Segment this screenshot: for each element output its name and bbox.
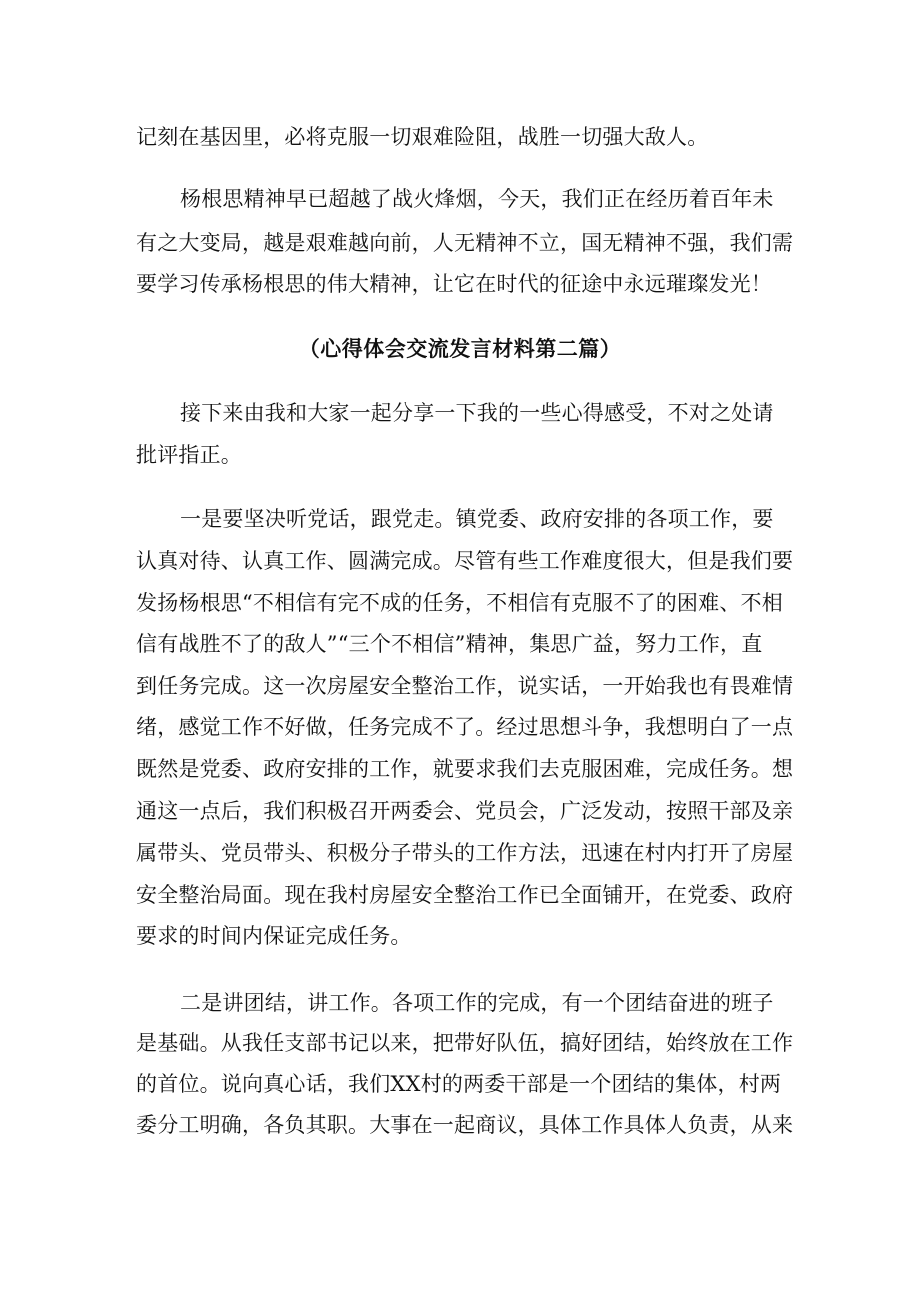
paragraph-5-line-3: 的首位。说向真心话，我们XX村的两委干部是一个团结的集体，村两 [136, 1072, 782, 1096]
paragraph-5-line-2: 是基础。从我任支部书记以来，把带好队伍，搞好团结，始终放在工作 [136, 1031, 794, 1055]
paragraph-4-line-9: 属带头、党员带头、积极分子带头的工作方法，迅速在村内打开了房屋 [136, 841, 794, 865]
paragraph-5-line-1: 二是讲团结，讲工作。各项工作的完成，有一个团结奋进的班子 [180, 991, 774, 1015]
paragraph-4-line-6: 绪，感觉工作不好做，任务完成不了。经过思想斗争，我想明白了一点 [136, 715, 794, 739]
paragraph-4-line-11: 要求的时间内保证完成任务。 [136, 924, 412, 948]
paragraph-3-line-2: 批评指正。 [136, 443, 242, 467]
paragraph-4-line-10: 安全整治局面。现在我村房屋安全整治工作已全面铺开，在党委、政府 [136, 883, 794, 907]
paragraph-1-line-1: 记刻在基因里，必将克服一切艰难险阻，战胜一切强大敌人。 [136, 125, 709, 149]
paragraph-4-line-2: 认真对待、认真工作、圆满完成。尽管有些工作难度很大，但是我们要 [136, 549, 794, 573]
paragraph-2-line-3: 要学习传承杨根思的伟大精神，让它在时代的征途中永远璀璨发光！ [136, 272, 772, 296]
paragraph-4-line-4: 信有战胜不了的敌人”“三个不相信”精神，集思广益，努力工作，直 [136, 632, 763, 656]
paragraph-4-line-8: 通这一点后，我们积极召开两委会、党员会，广泛发动，按照干部及亲 [136, 799, 794, 823]
paragraph-4-line-1: 一是要坚决听党话，跟党走。镇党委、政府安排的各项工作，要 [180, 507, 774, 531]
paragraph-4-line-5: 到任务完成。这一次房屋安全整治工作，说实话，一开始我也有畏难情 [136, 674, 794, 698]
paragraph-4-line-7: 既然是党委、政府安排的工作，就要求我们去克服困难，完成任务。想 [136, 757, 794, 781]
paragraph-2-line-1: 杨根思精神早已超越了战火烽烟，今天，我们正在经历着百年未 [180, 187, 774, 211]
paragraph-4-line-3: 发扬杨根思“不相信有完不成的任务，不相信有克服不了的困难、不相 [136, 591, 783, 615]
paragraph-5-line-4: 委分工明确，各负其职。大事在一起商议，具体工作具体人负责，从来 [136, 1113, 794, 1137]
paragraph-3-line-1: 接下来由我和大家一起分享一下我的一些心得感受，不对之处请 [180, 401, 774, 425]
paragraph-2-line-2: 有之大变局，越是艰难越向前，人无精神不立，国无精神不强，我们需 [136, 231, 794, 255]
section-heading: （心得体会交流发言材料第二篇） [298, 337, 622, 361]
